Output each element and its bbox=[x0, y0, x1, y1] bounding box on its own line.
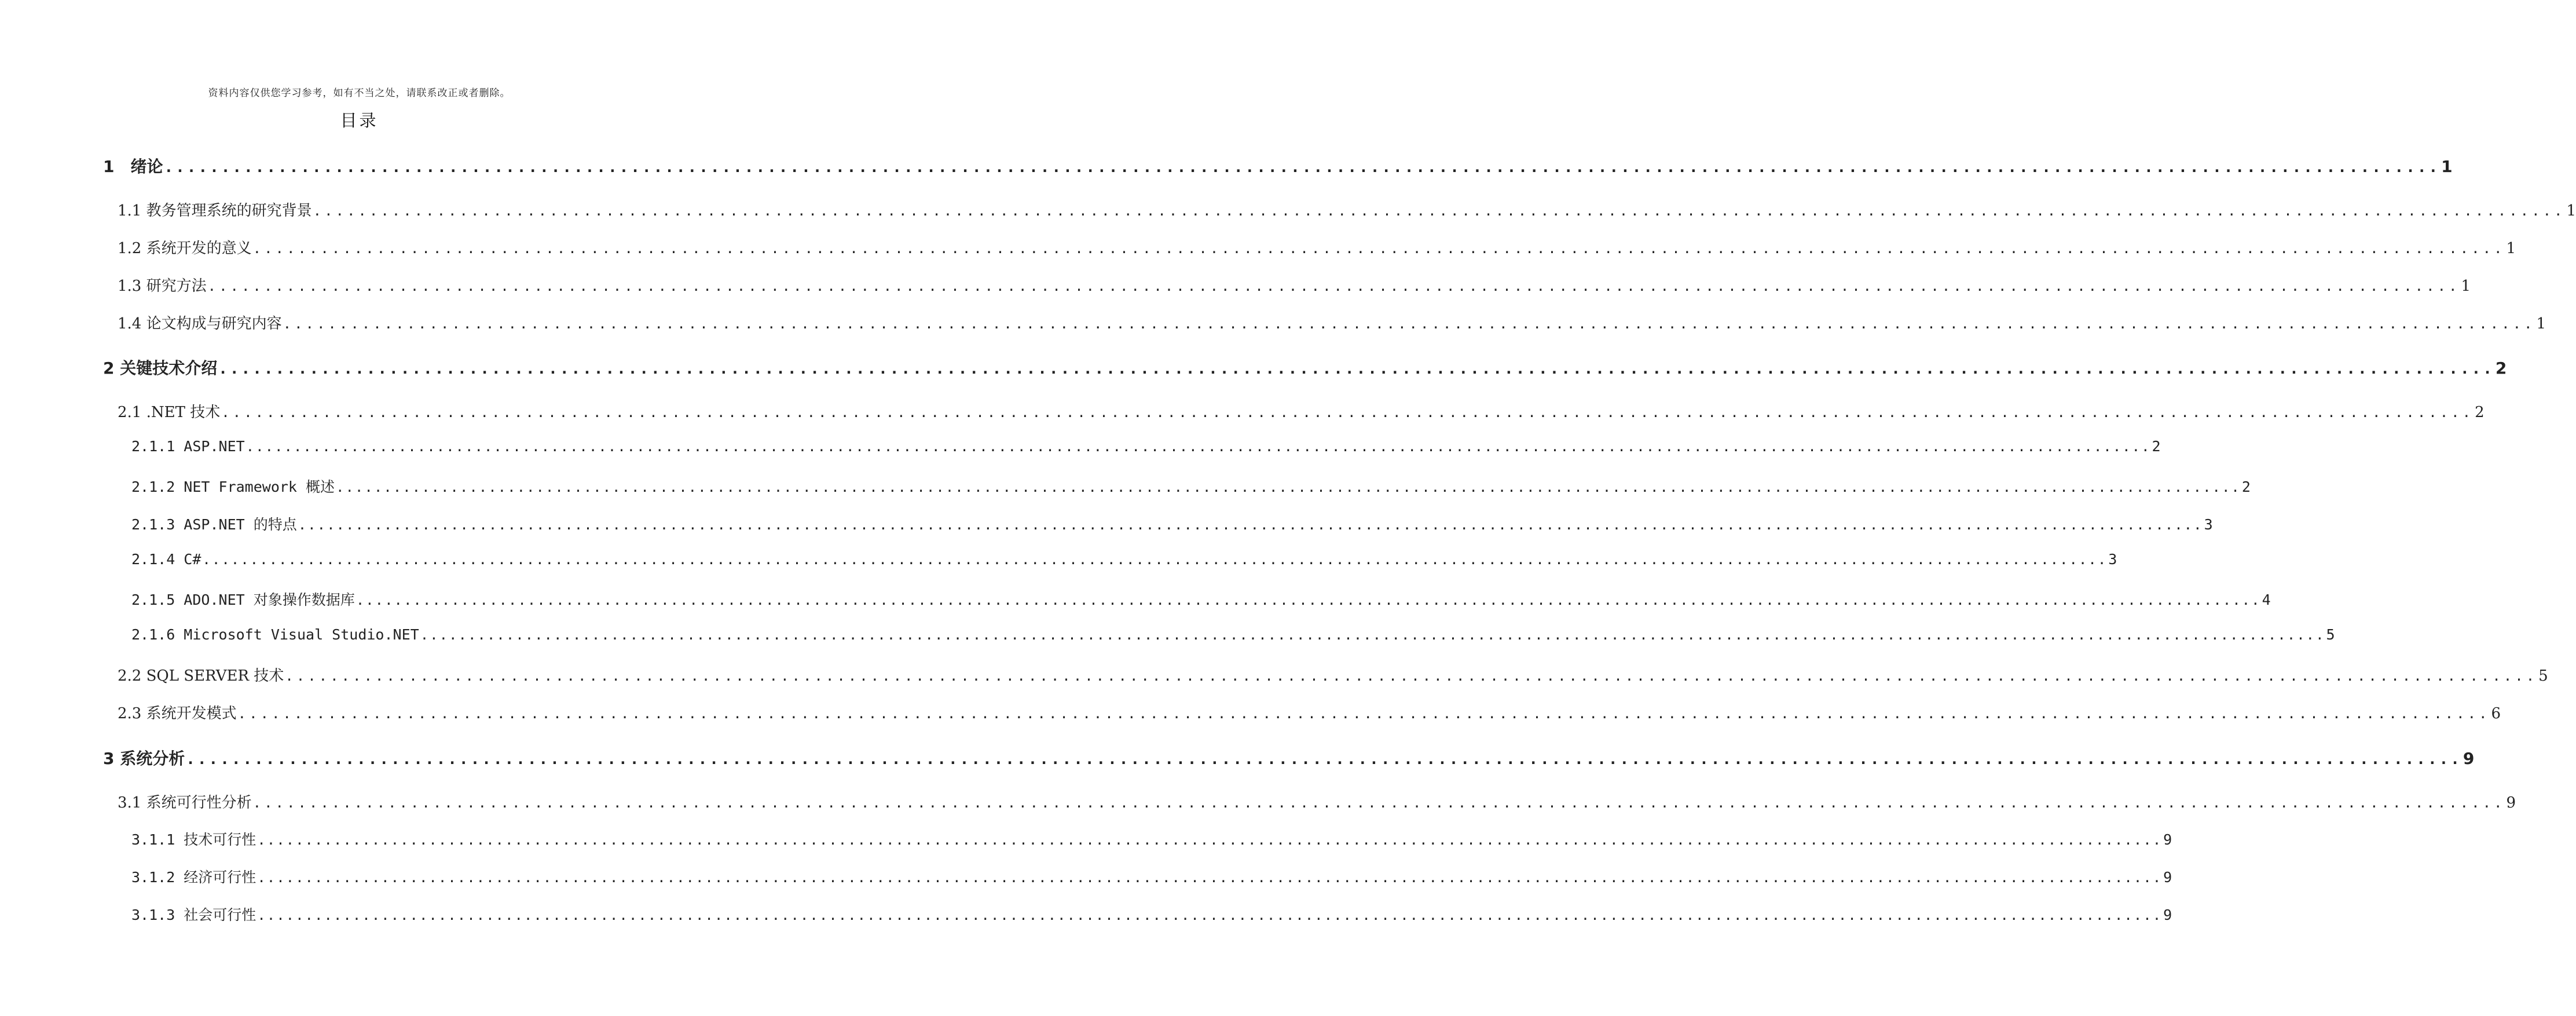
toc-entry-label: 2.1 .NET 技术 bbox=[118, 404, 221, 421]
dot-leader: ........................................................................................................................................................................................................ bbox=[245, 438, 2151, 455]
toc-entry-page: 3 bbox=[2204, 516, 2213, 533]
dot-leader: ........................................................................................................................................................................................................ bbox=[257, 832, 2163, 848]
toc-entry-label: 2.1.4 C# bbox=[131, 551, 201, 568]
dot-leader: ........................................................................................................................................................................................................ bbox=[336, 479, 2241, 495]
toc-entry-label: 2.1.1 ASP.NET bbox=[131, 438, 245, 455]
toc-entry-1-3[interactable] bbox=[118, 274, 2471, 295]
dot-leader: ........................................................................................................................................................................................................ bbox=[186, 751, 2462, 768]
toc-entry-3-1-3[interactable] bbox=[131, 904, 2172, 924]
dot-leader: ........................................................................................................................................................................................................ bbox=[285, 668, 2538, 684]
toc-entry-page: 9 bbox=[2163, 831, 2172, 848]
toc-entry-label: 3.1.2 经济可行性 bbox=[131, 869, 256, 886]
toc-entry-2-1-1[interactable] bbox=[131, 438, 2161, 455]
toc-entry-1[interactable] bbox=[103, 154, 2453, 177]
dot-leader: ........................................................................................................................................................................................................ bbox=[356, 592, 2261, 608]
toc-entry-page: 4 bbox=[2262, 591, 2271, 608]
toc-entry-3-1[interactable] bbox=[118, 791, 2516, 812]
toc-entry-label: 1.1 教务管理系统的研究背景 bbox=[118, 202, 312, 220]
dot-leader: ........................................................................................................................................................................................................ bbox=[164, 159, 2441, 176]
toc-entry-label: 2.2 SQL SERVER 技术 bbox=[118, 667, 284, 685]
toc-title: 目录 bbox=[340, 111, 379, 130]
toc-entry-2-1-3[interactable] bbox=[131, 513, 2213, 534]
toc-entry-page: 5 bbox=[2326, 626, 2335, 643]
toc-entry-1-1[interactable] bbox=[118, 199, 2576, 220]
dot-leader: ........................................................................................................................................................................................................ bbox=[257, 869, 2163, 886]
dot-leader: ........................................................................................................................................................................................................ bbox=[298, 517, 2203, 533]
dot-leader: ........................................................................................................................................................................................................ bbox=[237, 706, 2490, 722]
toc-entry-1-4[interactable] bbox=[118, 312, 2546, 333]
toc-entry-label: 3.1.3 社会可行性 bbox=[131, 907, 256, 923]
toc-entry-3[interactable] bbox=[103, 746, 2475, 769]
dot-leader: ........................................................................................................................................................................................................ bbox=[221, 404, 2474, 421]
toc-entry-label: 2.1.5 ADO.NET 对象操作数据库 bbox=[131, 591, 355, 608]
toc-entry-label: 1.4 论文构成与研究内容 bbox=[118, 315, 282, 332]
toc-entry-page: 1 bbox=[2461, 277, 2471, 295]
dot-leader: ........................................................................................................................................................................................................ bbox=[207, 278, 2460, 294]
toc-entry-page: 1 bbox=[2536, 315, 2546, 332]
toc-entry-2-1[interactable] bbox=[118, 400, 2485, 422]
toc-entry-page: 9 bbox=[2163, 907, 2172, 923]
toc-entry-label: 3 系统分析 bbox=[103, 749, 185, 768]
toc-entry-1-2[interactable] bbox=[118, 236, 2516, 258]
toc-entry-page: 6 bbox=[2491, 705, 2501, 722]
dot-leader: ........................................................................................................................................................................................................ bbox=[313, 203, 2566, 219]
disclaimer-notice: 资料内容仅供您学习参考，如有不当之处，请联系改正或者删除。 bbox=[208, 87, 511, 99]
dot-leader: ........................................................................................................................................................................................................ bbox=[252, 795, 2505, 811]
toc-entry-page: 3 bbox=[2108, 551, 2117, 568]
toc-entry-2-3[interactable] bbox=[118, 701, 2501, 723]
toc-entry-2-1-2[interactable] bbox=[131, 476, 2251, 496]
toc-entry-label: 2.3 系统开发模式 bbox=[118, 705, 237, 722]
toc-entry-label: 2 关键技术介绍 bbox=[103, 359, 218, 378]
toc-entry-3-1-1[interactable] bbox=[131, 828, 2172, 849]
toc-entry-2-1-6[interactable] bbox=[131, 626, 2335, 643]
toc-entry-2[interactable] bbox=[103, 356, 2507, 379]
toc-entry-page: 2 bbox=[2475, 404, 2485, 421]
toc-entry-page: 9 bbox=[2463, 749, 2475, 768]
dot-leader: ........................................................................................................................................................................................................ bbox=[202, 551, 2108, 568]
toc-entry-2-1-4[interactable] bbox=[131, 551, 2117, 568]
dot-leader: ........................................................................................................................................................................................................ bbox=[420, 627, 2325, 643]
toc-entry-page: 1 bbox=[2441, 157, 2453, 176]
dot-leader: ........................................................................................................................................................................................................ bbox=[283, 316, 2535, 332]
toc-entry-page: 1 bbox=[2506, 240, 2516, 257]
toc-entry-label: 1.3 研究方法 bbox=[118, 277, 207, 295]
toc-entry-label: 2.1.2 NET Framework 概述 bbox=[131, 478, 335, 495]
toc-entry-3-1-2[interactable] bbox=[131, 866, 2172, 887]
toc-entry-2-1-5[interactable] bbox=[131, 589, 2271, 609]
dot-leader: ........................................................................................................................................................................................................ bbox=[257, 907, 2163, 923]
toc-entry-label: 2.1.3 ASP.NET 的特点 bbox=[131, 516, 297, 533]
toc-entry-page: 9 bbox=[2506, 794, 2516, 812]
toc-entry-label: 2.1.6 Microsoft Visual Studio.NET bbox=[131, 626, 419, 643]
toc-entry-page: 9 bbox=[2163, 869, 2172, 886]
toc-entry-label: 3.1 系统可行性分析 bbox=[118, 794, 252, 812]
toc-entry-page: 1 bbox=[2566, 202, 2576, 220]
toc-entry-label: 1 绪论 bbox=[103, 157, 163, 176]
toc-entry-page: 5 bbox=[2538, 667, 2548, 685]
dot-leader: ........................................................................................................................................................................................................ bbox=[252, 240, 2505, 257]
toc-entry-page: 2 bbox=[2495, 359, 2507, 378]
toc-entry-2-2[interactable] bbox=[118, 664, 2548, 685]
toc-entry-page: 2 bbox=[2241, 478, 2251, 495]
toc-entry-page: 2 bbox=[2152, 438, 2161, 455]
toc-entry-label: 1.2 系统开发的意义 bbox=[118, 240, 252, 257]
dot-leader: ........................................................................................................................................................................................................ bbox=[218, 360, 2494, 378]
toc-entry-label: 3.1.1 技术可行性 bbox=[131, 831, 256, 848]
